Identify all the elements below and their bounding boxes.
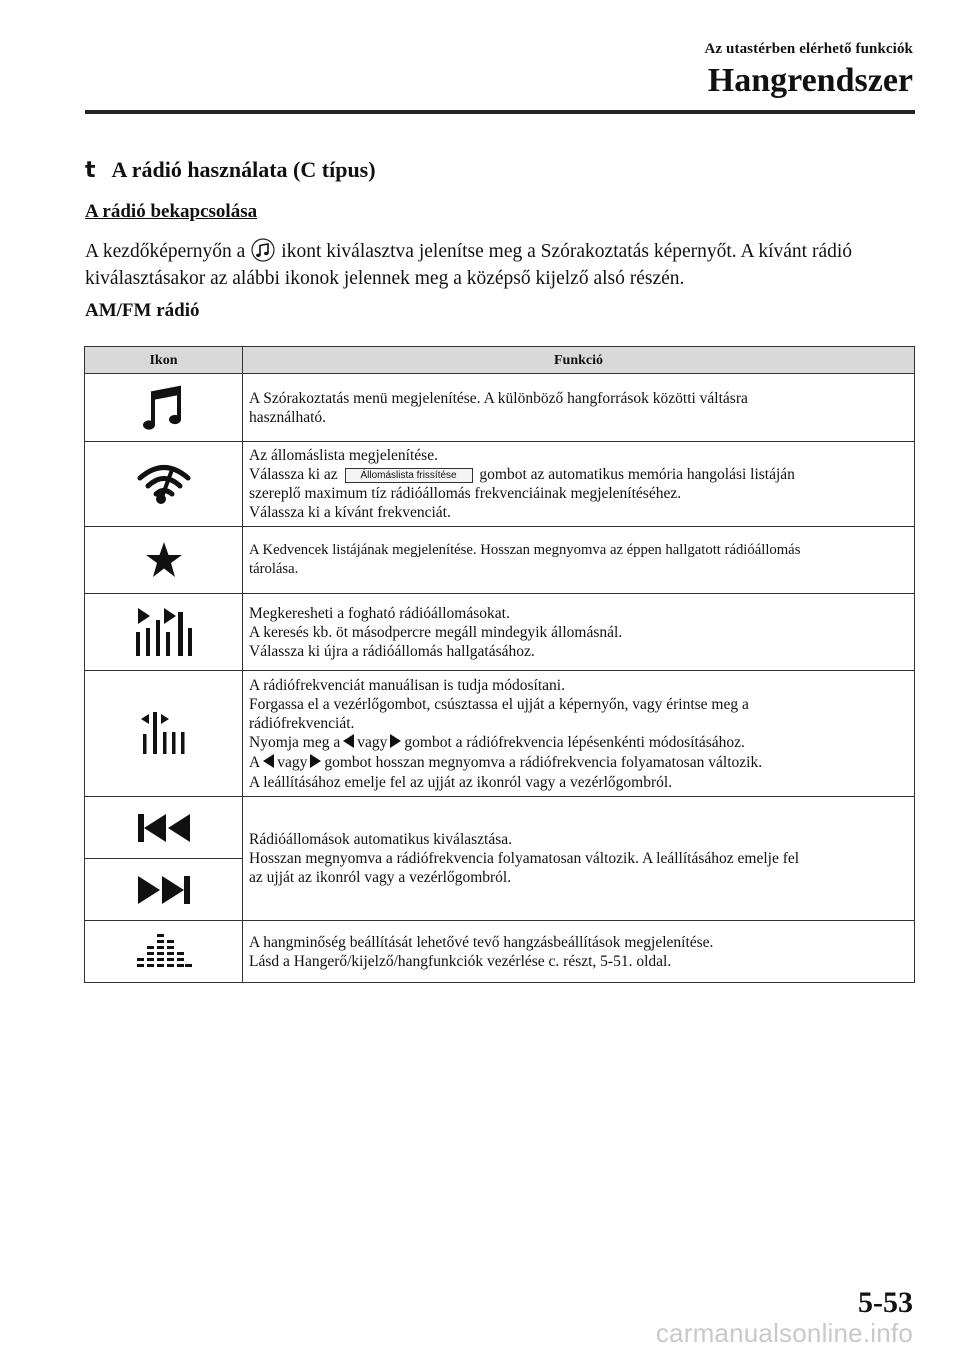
table-row <box>85 374 915 442</box>
function-cell <box>243 442 915 527</box>
amfm-heading: AM/FM rádió <box>85 300 200 321</box>
function-text: gombot hosszan megnyomva a rádiófrekvencia folyamatosan változik. <box>324 753 763 771</box>
icon-cell <box>85 442 243 527</box>
table-row <box>85 671 915 797</box>
function-text: Forgassa el a vezérlőgombot, csúsztassa el ujját a képernyőn, vagy érintse meg a <box>249 695 749 713</box>
function-cell <box>243 921 915 983</box>
page-number: 5-53 <box>858 1286 913 1319</box>
function-text: szereplő maximum tíz rádióállomás frekvenciáinak megjelenítéséhez. <box>249 485 682 502</box>
equalizer-icon <box>85 932 242 972</box>
function-text: az ujját az ikonról vagy a vezérlőgombról. <box>249 869 512 886</box>
table-row <box>85 442 915 527</box>
icon-cell <box>85 527 243 594</box>
column-header-icon: Ikon <box>85 347 243 374</box>
function-text: A leállításához emelje fel az ujját az ikonról vagy a vezérlőgombról. <box>249 773 673 791</box>
scan-icon <box>85 606 242 658</box>
table-row <box>85 594 915 671</box>
function-text: Nyomja meg a <box>249 733 341 751</box>
function-cell <box>243 374 915 442</box>
function-text: A keresés kb. öt másodpercre megáll mindegyik állomásnál. <box>249 623 623 641</box>
function-cell <box>243 527 915 594</box>
function-text-with-arrows <box>249 733 909 753</box>
function-text: gombot az automatikus memória hangolási listáján <box>479 466 795 483</box>
icon-cell <box>85 374 243 442</box>
intro-text-1: A kezdőképernyőn a <box>85 241 246 262</box>
icon-cell <box>85 671 243 797</box>
seek-forward-icon <box>85 875 242 905</box>
function-text: Válassza ki a kívánt frekvenciát. <box>249 504 451 521</box>
header-divider <box>85 110 915 114</box>
column-header-function: Funkció <box>243 347 915 374</box>
icon-cell <box>85 594 243 671</box>
section-title <box>85 157 376 183</box>
function-text: Hosszan megnyomva a rádiófrekvencia folyamatosan változik. A leállításához emelje fel <box>249 850 800 867</box>
function-text-with-arrows <box>249 753 909 773</box>
function-cell <box>243 594 915 671</box>
table-header-row <box>85 347 915 374</box>
function-text: A rádiófrekvenciát manuálisan is tudja módosítani. <box>249 676 565 694</box>
icon-cell <box>85 921 243 983</box>
subheading: A rádió bekapcsolása <box>85 201 258 222</box>
seek-back-icon <box>85 813 242 843</box>
function-text-with-button <box>249 465 909 484</box>
icon-cell <box>85 859 243 921</box>
function-cell <box>243 797 915 921</box>
watermark: carmanualsonline.info <box>655 1318 913 1348</box>
section-title-text: A rádió használata (C típus) <box>111 157 376 182</box>
station-list-refresh-button: Állomáslista frissítése <box>345 468 473 483</box>
music-note-icon <box>85 383 242 433</box>
table-row <box>85 921 915 983</box>
station-list-icon <box>85 461 242 507</box>
triangle-left-icon <box>263 754 274 773</box>
intro-text-2: ikont kiválasztva jelenítse meg a Szórakoztatás képernyőt. A kívánt rádió kiválasztásakor az alábbi ikonok jelennek meg a középső kijelző alsó részén. <box>85 241 853 289</box>
function-text: A Kedvencek listájának megjelenítése. Hosszan megnyomva az éppen hallgatott rádióállomás <box>249 542 801 558</box>
function-text: használható. <box>249 408 327 426</box>
function-text: Az állomáslista megjelenítése. <box>249 447 438 464</box>
triangle-right-icon <box>310 754 321 773</box>
section-bullet: t <box>85 158 96 183</box>
table-row <box>85 527 915 594</box>
intro-paragraph <box>85 238 915 292</box>
function-text: Lásd a Hangerő/kijelző/hangfunkciók vezérlése c. részt, 5-51. oldal. <box>249 952 672 970</box>
function-text: Válassza ki az <box>249 466 338 483</box>
function-text: A hangminőség beállítását lehetővé tevő hangzásbeállítások megjelenítése. <box>249 933 714 951</box>
function-text: Megkeresheti a fogható rádióállomásokat. <box>249 604 510 622</box>
chapter-title: Hangrendszer <box>707 62 913 99</box>
function-text: Válassza ki újra a rádióállomás hallgatásához. <box>249 642 535 660</box>
music-note-icon <box>251 238 275 262</box>
chapter-subtitle: Az utastérben elérhető funkciók <box>704 41 913 57</box>
triangle-right-icon <box>390 734 401 753</box>
star-icon <box>85 540 242 580</box>
function-text: vagy <box>277 753 308 771</box>
function-text: vagy <box>357 733 388 751</box>
table-row <box>85 797 915 859</box>
icon-cell <box>85 797 243 859</box>
function-text: Rádióállomások automatikus kiválasztása. <box>249 831 513 848</box>
triangle-left-icon <box>343 734 354 753</box>
icon-function-table <box>84 346 915 983</box>
function-text: A Szórakoztatás menü megjelenítése. A különböző hangforrások közötti váltásra <box>249 389 748 407</box>
function-text: rádiófrekvenciát. <box>249 714 355 732</box>
function-text: gombot a rádiófrekvencia lépésenkénti módosításához. <box>404 733 745 751</box>
function-cell <box>243 671 915 797</box>
manual-tune-icon <box>85 712 242 756</box>
function-text: A <box>249 753 261 771</box>
function-text: tárolása. <box>249 561 299 577</box>
